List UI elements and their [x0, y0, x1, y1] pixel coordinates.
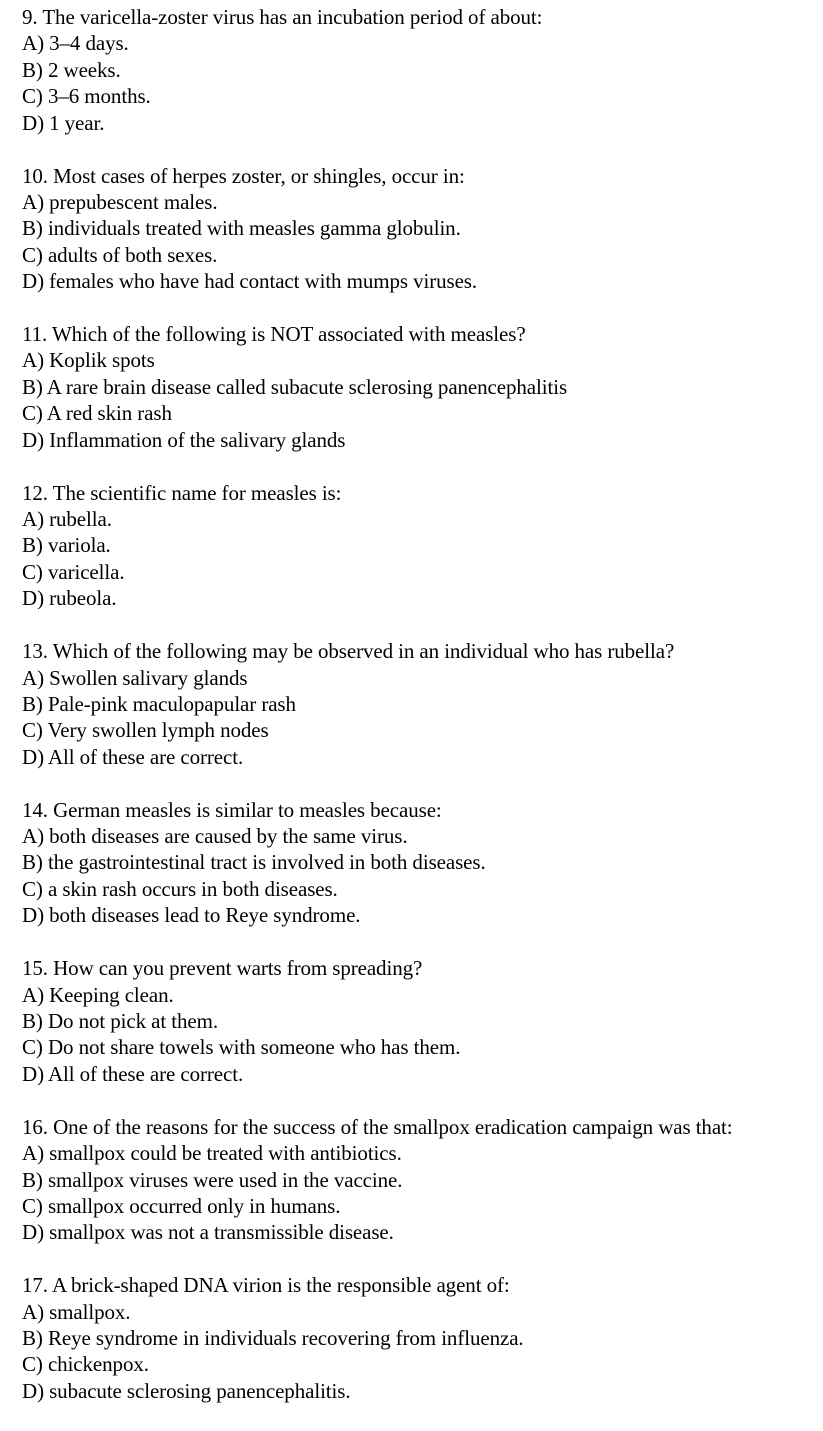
- question-stem: 14. German measles is similar to measles because:: [22, 797, 442, 822]
- answer-option: A) smallpox.: [22, 1299, 131, 1324]
- answer-option: D) All of these are correct.: [22, 744, 244, 769]
- answer-option: D) both diseases lead to Reye syndrome.: [22, 903, 361, 928]
- answer-option: C) Do not share towels with someone who has them.: [22, 1035, 461, 1060]
- question-stem: 9. The varicella-zoster virus has an incubation period of about:: [22, 5, 543, 29]
- answer-option: C) smallpox occurred only in humans.: [22, 1193, 341, 1218]
- answer-option: C) varicella.: [22, 559, 125, 584]
- question-block: [22, 1272, 822, 1404]
- question-stem: 12. The scientific name for measles is:: [22, 480, 342, 505]
- answer-option: D) 1 year.: [22, 110, 105, 135]
- answer-option: A) Koplik spots: [22, 348, 155, 373]
- question-block: [22, 480, 822, 612]
- answer-option: C) 3–6 months.: [22, 84, 151, 109]
- answer-option: C) A red skin rash: [22, 401, 172, 426]
- question-block: [22, 1114, 822, 1246]
- answer-option: B) the gastrointestinal tract is involved in both diseases.: [22, 850, 486, 875]
- question-stem: 15. How can you prevent warts from spreading?: [22, 956, 423, 981]
- answer-option: B) individuals treated with measles gamma globulin.: [22, 216, 461, 241]
- answer-option: B) Pale-pink maculopapular rash: [22, 691, 296, 716]
- answer-option: A) smallpox could be treated with antibiotics.: [22, 1141, 402, 1166]
- question-stem: 13. Which of the following may be observed in an individual who has rubella?: [22, 639, 675, 664]
- answer-option: D) subacute sclerosing panencephalitis.: [22, 1378, 351, 1403]
- answer-option: A) 3–4 days.: [22, 31, 129, 56]
- question-list: [22, 4, 822, 1431]
- answer-option: D) Inflammation of the salivary glands: [22, 427, 346, 452]
- answer-option: B) Reye syndrome in individuals recovering from influenza.: [22, 1326, 524, 1351]
- answer-option: D) females who have had contact with mumps viruses.: [22, 269, 478, 294]
- question-block: [22, 797, 822, 929]
- answer-option: B) A rare brain disease called subacute sclerosing panencephalitis: [22, 374, 568, 399]
- question-stem: 11. Which of the following is NOT associated with measles?: [22, 322, 526, 347]
- answer-option: D) All of these are correct.: [22, 1061, 244, 1086]
- answer-option: C) adults of both sexes.: [22, 242, 218, 267]
- question-block: [22, 163, 822, 295]
- answer-option: B) variola.: [22, 533, 111, 558]
- answer-option: A) Keeping clean.: [22, 982, 174, 1007]
- answer-option: D) smallpox was not a transmissible disease.: [22, 1220, 394, 1245]
- answer-option: A) Swollen salivary glands: [22, 665, 248, 690]
- answer-option: B) 2 weeks.: [22, 57, 121, 82]
- question-block: [22, 321, 822, 453]
- answer-option: C) a skin rash occurs in both diseases.: [22, 876, 338, 901]
- answer-option: A) rubella.: [22, 507, 112, 531]
- answer-option: D) rubeola.: [22, 586, 117, 611]
- question-block: [22, 638, 822, 770]
- answer-option: A) prepubescent males.: [22, 189, 218, 214]
- answer-option: C) Very swollen lymph nodes: [22, 718, 269, 743]
- answer-option: B) smallpox viruses were used in the vaccine.: [22, 1167, 403, 1192]
- answer-option: A) both diseases are caused by the same virus.: [22, 824, 408, 849]
- question-stem: 16. One of the reasons for the success of the smallpox eradication campaign was that:: [22, 1114, 733, 1139]
- question-block: [22, 4, 822, 136]
- answer-option: B) Do not pick at them.: [22, 1009, 219, 1033]
- question-stem: 10. Most cases of herpes zoster, or shingles, occur in:: [22, 163, 465, 188]
- question-block: [22, 955, 822, 1087]
- question-stem: 17. A brick-shaped DNA virion is the responsible agent of:: [22, 1273, 510, 1298]
- answer-option: C) chickenpox.: [22, 1352, 149, 1377]
